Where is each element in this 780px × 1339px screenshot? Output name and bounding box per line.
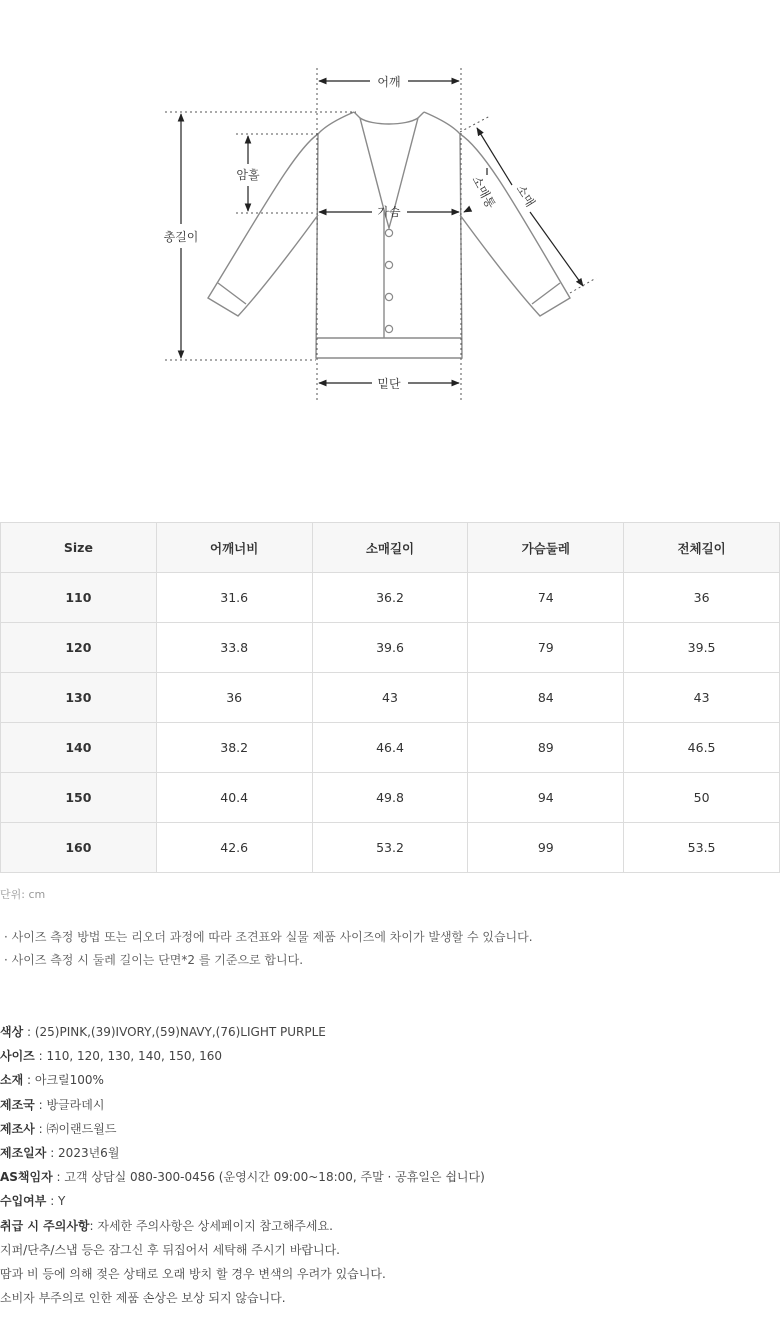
note-line: · 사이즈 측정 방법 또는 리오더 과정에 따라 조견표와 실물 제품 사이즈에 차이가 발생할 수 있습니다. [4, 930, 533, 944]
care-line: 땀과 비 등에 의해 젖은 상태로 오래 방치 할 경우 변색의 우려가 있습니다. [0, 1267, 386, 1282]
table-row [1, 623, 780, 673]
table-cell: 40.4 [156, 773, 312, 823]
spec-color [0, 1020, 485, 1044]
spec-label: 취급 시 주의사항 [0, 1218, 90, 1233]
size-table [0, 522, 780, 873]
spec-value: : 2023년6월 [46, 1146, 120, 1161]
header-sleeve-length: 소매길이 [312, 523, 468, 573]
product-specs [0, 1020, 485, 1310]
spec-value: : 110, 120, 130, 140, 150, 160 [34, 1049, 223, 1064]
table-cell: 39.6 [312, 623, 468, 673]
table-cell: 43 [624, 673, 780, 723]
table-cell: 46.5 [624, 723, 780, 773]
table-cell: 53.2 [312, 823, 468, 873]
table-row [1, 573, 780, 623]
total-length-label: 총길이 [163, 230, 199, 244]
spec-label: 소재 [0, 1073, 24, 1088]
table-cell: 50 [624, 773, 780, 823]
spec-as [0, 1165, 485, 1189]
table-cell: 39.5 [624, 623, 780, 673]
size-cell: 150 [1, 773, 157, 823]
size-cell: 160 [1, 823, 157, 873]
spec-label: 제조사 [0, 1121, 35, 1136]
table-cell: 89 [468, 723, 624, 773]
spec-size [0, 1044, 485, 1068]
table-cell: 99 [468, 823, 624, 873]
guide-lines [165, 68, 596, 400]
sleeve-width-label: 소매통 [469, 173, 498, 211]
table-cell: 79 [468, 623, 624, 673]
spec-label: 수입여부 [0, 1194, 47, 1209]
spec-label: AS책임자 [0, 1170, 53, 1185]
note-line: · 사이즈 측정 시 둘레 길이는 단면*2 를 기준으로 합니다. [4, 953, 304, 967]
size-cell: 110 [1, 573, 157, 623]
header-total-length: 전체길이 [624, 523, 780, 573]
spec-date [0, 1141, 485, 1165]
table-cell: 33.8 [156, 623, 312, 673]
size-guide-diagram [0, 0, 780, 420]
shoulder-label: 어깨 [377, 75, 401, 89]
table-row [1, 673, 780, 723]
table-cell: 74 [468, 573, 624, 623]
size-cell: 140 [1, 723, 157, 773]
spec-label: 제조일자 [0, 1146, 47, 1161]
spec-label: 사이즈 [0, 1049, 35, 1064]
hem-label: 밑단 [377, 377, 401, 391]
care-line: 지퍼/단추/스냅 등은 잠그신 후 뒤집어서 세탁해 주시기 바랍니다. [0, 1242, 340, 1257]
header-size: Size [1, 523, 157, 573]
spec-material [0, 1068, 485, 1092]
table-cell: 94 [468, 773, 624, 823]
table-cell: 43 [312, 673, 468, 723]
header-shoulder-width: 어깨너비 [156, 523, 312, 573]
size-notes [4, 926, 533, 972]
header-chest: 가슴둘레 [468, 523, 624, 573]
size-cell: 120 [1, 623, 157, 673]
spec-manufacturer [0, 1117, 485, 1141]
spec-care [0, 1214, 485, 1238]
spec-value: : ㈜이랜드월드 [34, 1121, 117, 1136]
table-cell: 42.6 [156, 823, 312, 873]
spec-value: : 고객 상담실 080-300-0456 (운영시간 09:00~18:00, 주말 · 공휴일은 쉽니다) [52, 1170, 485, 1185]
spec-value: : Y [46, 1194, 66, 1209]
armhole-label: 암홀 [236, 168, 260, 182]
table-cell: 38.2 [156, 723, 312, 773]
care-line: 소비자 부주의로 인한 제품 손상은 보상 되지 않습니다. [0, 1291, 286, 1306]
chest-label: 가슴 [377, 205, 401, 219]
table-cell: 84 [468, 673, 624, 723]
spec-origin [0, 1093, 485, 1117]
spec-value: : 방글라데시 [34, 1097, 105, 1112]
spec-import [0, 1189, 485, 1213]
table-cell: 36.2 [312, 573, 468, 623]
spec-label: 색상 [0, 1025, 24, 1039]
table-cell: 53.5 [624, 823, 780, 873]
table-row [1, 723, 780, 773]
table-cell: 31.6 [156, 573, 312, 623]
table-row [1, 823, 780, 873]
spec-label: 제조국 [0, 1097, 35, 1112]
table-cell: 49.8 [312, 773, 468, 823]
table-cell: 36 [624, 573, 780, 623]
spec-value: : (25)PINK,(39)IVORY,(59)NAVY,(76)LIGHT PURPLE [23, 1025, 326, 1039]
sleeve-label: 소매 [513, 182, 538, 210]
cardigan-buttons [385, 229, 392, 332]
table-header-row [1, 523, 780, 573]
table-row [1, 773, 780, 823]
spec-value: : 아크릴100% [23, 1073, 104, 1088]
table-cell: 36 [156, 673, 312, 723]
table-cell: 46.4 [312, 723, 468, 773]
unit-note: 단위: cm [0, 888, 46, 901]
size-cell: 130 [1, 673, 157, 723]
spec-value: : 자세한 주의사항은 상세페이지 참고해주세요. [89, 1218, 333, 1233]
